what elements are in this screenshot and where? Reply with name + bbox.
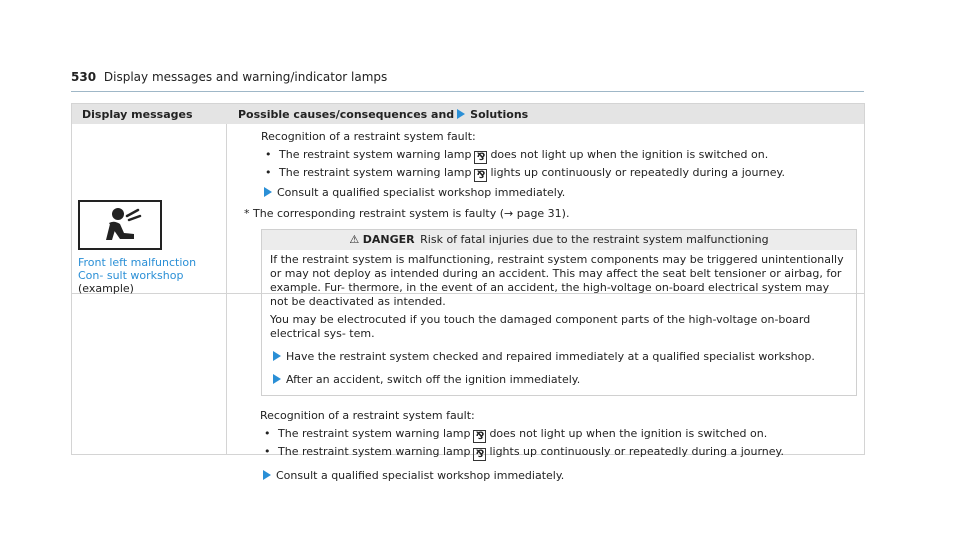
malfunction-link[interactable]: Front left malfunction Con- sult workshop xyxy=(78,256,197,282)
display-messages-table xyxy=(71,103,865,482)
action-step: Consult a qualified specialist workshop immediately. xyxy=(260,467,859,485)
airbag-warning-icon xyxy=(78,200,162,250)
col-header-causes: Possible causes/consequences and Solutions xyxy=(238,108,529,121)
airbag-lamp-icon: ⅋ xyxy=(474,151,487,164)
page-header xyxy=(71,70,387,84)
airbag-lamp-icon: ⅋ xyxy=(474,169,487,182)
action-step: After an accident, switch off the ignition immediately. xyxy=(270,373,848,387)
table-header xyxy=(72,104,864,124)
danger-box xyxy=(261,229,857,396)
list-item: • The restraint system warning lamp ⅋ lights up continuously or repeatedly during a journey. xyxy=(261,164,785,182)
play-arrow-icon xyxy=(273,351,281,361)
action-step: Have the restraint system checked and repaired immediately at a qualified specialist workshop. xyxy=(270,350,848,364)
column-divider xyxy=(226,124,227,454)
page-title: Display messages and warning/indicator lamps xyxy=(103,70,388,84)
play-arrow-icon xyxy=(457,109,465,119)
page-number: 530 xyxy=(71,70,97,84)
header-rule xyxy=(71,91,864,92)
list-item: • The restraint system warning lamp ⅋ does not light up when the ignition is switched on. xyxy=(261,146,785,164)
play-arrow-icon xyxy=(273,374,281,384)
danger-header: ⚠ DANGER Risk of fatal injuries due to the restraint system malfunctioning xyxy=(262,230,856,250)
warning-triangle-icon: ⚠ xyxy=(349,233,360,246)
icon-caption: Front left malfunction Con- sult workshop (example) xyxy=(78,256,197,295)
airbag-lamp-icon: ⅋ xyxy=(473,430,486,443)
airbag-lamp-icon: ⅋ xyxy=(473,448,486,461)
danger-body: If the restraint system is malfunctioning, restraint system components may be triggered unintentionally or may not deploy as intended during an accident. This may affect the seat belt tensioner or airbag, for example. Fur- thermore, in the event of an accident, the high-voltage on-board electrical system may not be deactivated as intended. You may be electrocuted if you touch the damaged component parts of the high-voltage on-board electrical sys- tem. Have the restraint system checked and repaired immediately at a qualified specialist workshop. After an accident, switch off the ignition immediately. xyxy=(262,250,856,395)
recognition-title: Recognition of a restraint system fault: xyxy=(261,130,476,143)
row2-content xyxy=(244,207,859,485)
footnote: * The corresponding restraint system is faulty (→ page 31). xyxy=(244,207,570,220)
list-item: • The restraint system warning lamp ⅋ lights up continuously or repeatedly during a journey. xyxy=(260,443,859,461)
play-arrow-icon xyxy=(264,187,272,197)
recognition-block: Recognition of a restraint system fault: • The restraint system warning lamp ⅋ does not light up when the ignition is switched on. • The restraint system warning lamp ⅋ lights up continuously or repeatedly during a journey. Consult a qualified specialist workshop immediately. xyxy=(260,407,859,485)
list-item: • The restraint system warning lamp ⅋ does not light up when the ignition is switched on. xyxy=(260,425,859,443)
action-step: Consult a qualified specialist workshop immediately. xyxy=(261,184,785,202)
col-header-display-messages: Display messages xyxy=(82,108,193,121)
play-arrow-icon xyxy=(263,470,271,480)
row1-content xyxy=(261,128,785,202)
